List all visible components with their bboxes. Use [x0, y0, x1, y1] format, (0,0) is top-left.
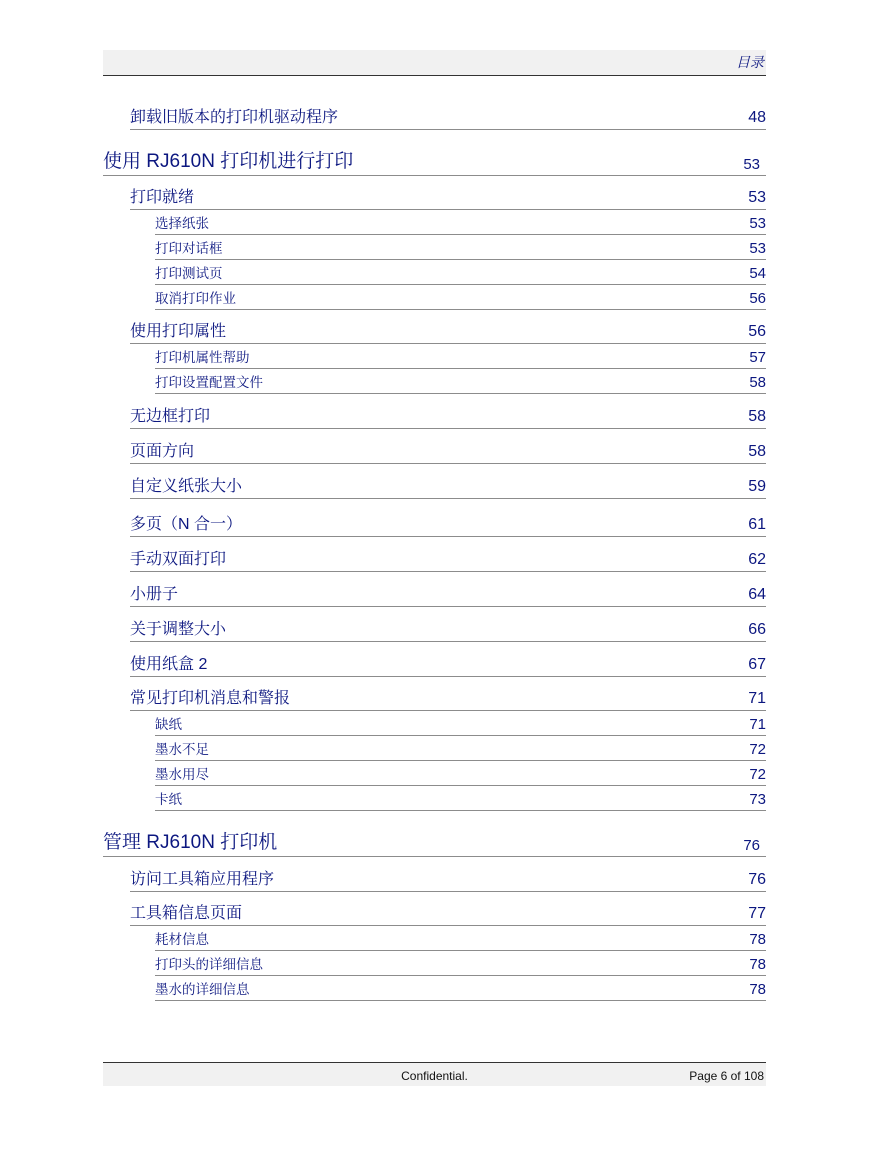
toc-entry[interactable] [130, 896, 766, 926]
toc-entry-title: 墨水不足 [155, 742, 209, 757]
toc-entry[interactable] [130, 862, 766, 892]
toc-subentry[interactable] [155, 926, 766, 951]
toc-entry-page: 72 [749, 766, 766, 783]
toc-subentry[interactable] [155, 260, 766, 285]
toc-chapter[interactable] [103, 825, 766, 857]
toc-entry-title: 小册子 [130, 586, 179, 603]
confidential-label: Confidential. [401, 1069, 468, 1083]
toc-entry-page: 53 [748, 189, 766, 206]
toc-entry-page: 61 [748, 516, 766, 533]
toc-entry-title: 打印机属性帮助 [155, 350, 250, 365]
toc-entry-title: 常见打印机消息和警报 [130, 690, 291, 707]
toc-entry[interactable] [130, 577, 766, 607]
toc-subentry[interactable] [155, 736, 766, 761]
toc-entry-page: 57 [749, 349, 766, 366]
toc-entry-title: 卸载旧版本的打印机驱动程序 [130, 109, 339, 126]
toc-entry[interactable] [130, 399, 766, 429]
header-title: 目录 [736, 54, 764, 70]
toc-entry-page: 53 [743, 156, 760, 173]
toc-entry-page: 59 [748, 478, 766, 495]
toc-entry-title: 使用打印属性 [130, 323, 227, 340]
toc-entry[interactable] [130, 469, 766, 499]
toc-entry-title: 关于调整大小 [130, 621, 227, 638]
toc-entry-page: 77 [748, 905, 766, 922]
toc-entry-page: 78 [749, 931, 766, 948]
toc-entry[interactable] [130, 681, 766, 711]
toc-entry-page: 67 [748, 656, 766, 673]
toc-entry-title: 卡纸 [155, 792, 182, 807]
toc-entry-title: 页面方向 [130, 443, 195, 460]
toc-entry-title: 访问工具箱应用程序 [130, 871, 275, 888]
toc-entry[interactable] [130, 542, 766, 572]
toc-entry[interactable] [130, 434, 766, 464]
toc-subentry[interactable] [155, 285, 766, 310]
toc-entry-title: 打印测试页 [155, 266, 223, 281]
toc-entry-title: 墨水的详细信息 [155, 982, 250, 997]
toc-entry-title: 打印头的详细信息 [155, 957, 263, 972]
page-footer [103, 1062, 766, 1086]
toc-entry-title: 取消打印作业 [155, 291, 236, 306]
toc-entry-title: 墨水用尽 [155, 767, 209, 782]
toc-subentry[interactable] [155, 711, 766, 736]
toc-entry-title: 自定义纸张大小 [130, 478, 243, 495]
toc-entry-page: 56 [748, 323, 766, 340]
toc-entry-page: 58 [748, 408, 766, 425]
toc-entry-page: 58 [748, 443, 766, 460]
toc-entry-title: 打印对话框 [155, 241, 223, 256]
toc-entry-page: 76 [748, 871, 766, 888]
toc-entry-page: 62 [748, 551, 766, 568]
toc-subentry[interactable] [155, 951, 766, 976]
toc-entry[interactable] [130, 314, 766, 344]
toc-entry-page: 48 [748, 109, 766, 126]
toc-entry-page: 71 [748, 690, 766, 707]
toc-entry-page: 56 [749, 290, 766, 307]
toc-entry-page: 54 [749, 265, 766, 282]
toc-entry-page: 78 [749, 981, 766, 998]
toc-entry-page: 72 [749, 741, 766, 758]
toc-entry[interactable] [130, 101, 766, 130]
toc-subentry[interactable] [155, 761, 766, 786]
toc-entry-title: 工具箱信息页面 [130, 905, 243, 922]
toc-entry-page: 73 [749, 791, 766, 808]
toc-entry-title: 管理 RJ610N 打印机 [103, 832, 278, 853]
toc-chapter[interactable] [103, 144, 766, 176]
toc-entry-title: 使用 RJ610N 打印机进行打印 [103, 151, 354, 172]
toc-entry-page: 64 [748, 586, 766, 603]
toc-entry-page: 58 [749, 374, 766, 391]
page-number: Page 6 of 108 [689, 1069, 764, 1083]
toc-entry-page: 78 [749, 956, 766, 973]
toc-entry[interactable] [130, 507, 766, 537]
toc-entry-page: 66 [748, 621, 766, 638]
toc-subentry[interactable] [155, 369, 766, 394]
toc-entry-title: 打印就绪 [130, 189, 195, 206]
toc-entry-title: 多页（N 合一） [130, 516, 243, 533]
toc-entry-title: 耗材信息 [155, 932, 209, 947]
toc-entry-page: 71 [749, 716, 766, 733]
toc-entry-title: 无边框打印 [130, 408, 211, 425]
toc-subentry[interactable] [155, 786, 766, 811]
toc-entry[interactable] [130, 647, 766, 677]
toc-entry-title: 打印设置配置文件 [155, 375, 263, 390]
toc-subentry[interactable] [155, 344, 766, 369]
toc-subentry[interactable] [155, 976, 766, 1001]
toc-entry-title: 选择纸张 [155, 216, 209, 231]
toc-entry-title: 使用纸盒 2 [130, 656, 208, 673]
toc-entry-title: 手动双面打印 [130, 551, 227, 568]
toc-entry[interactable] [130, 612, 766, 642]
toc-entry-title: 缺纸 [155, 717, 182, 732]
toc-entry-page: 53 [749, 215, 766, 232]
toc-subentry[interactable] [155, 235, 766, 260]
toc-subentry[interactable] [155, 210, 766, 235]
toc-entry-page: 53 [749, 240, 766, 257]
toc-entry[interactable] [130, 182, 766, 210]
toc-entry-page: 76 [743, 837, 760, 854]
